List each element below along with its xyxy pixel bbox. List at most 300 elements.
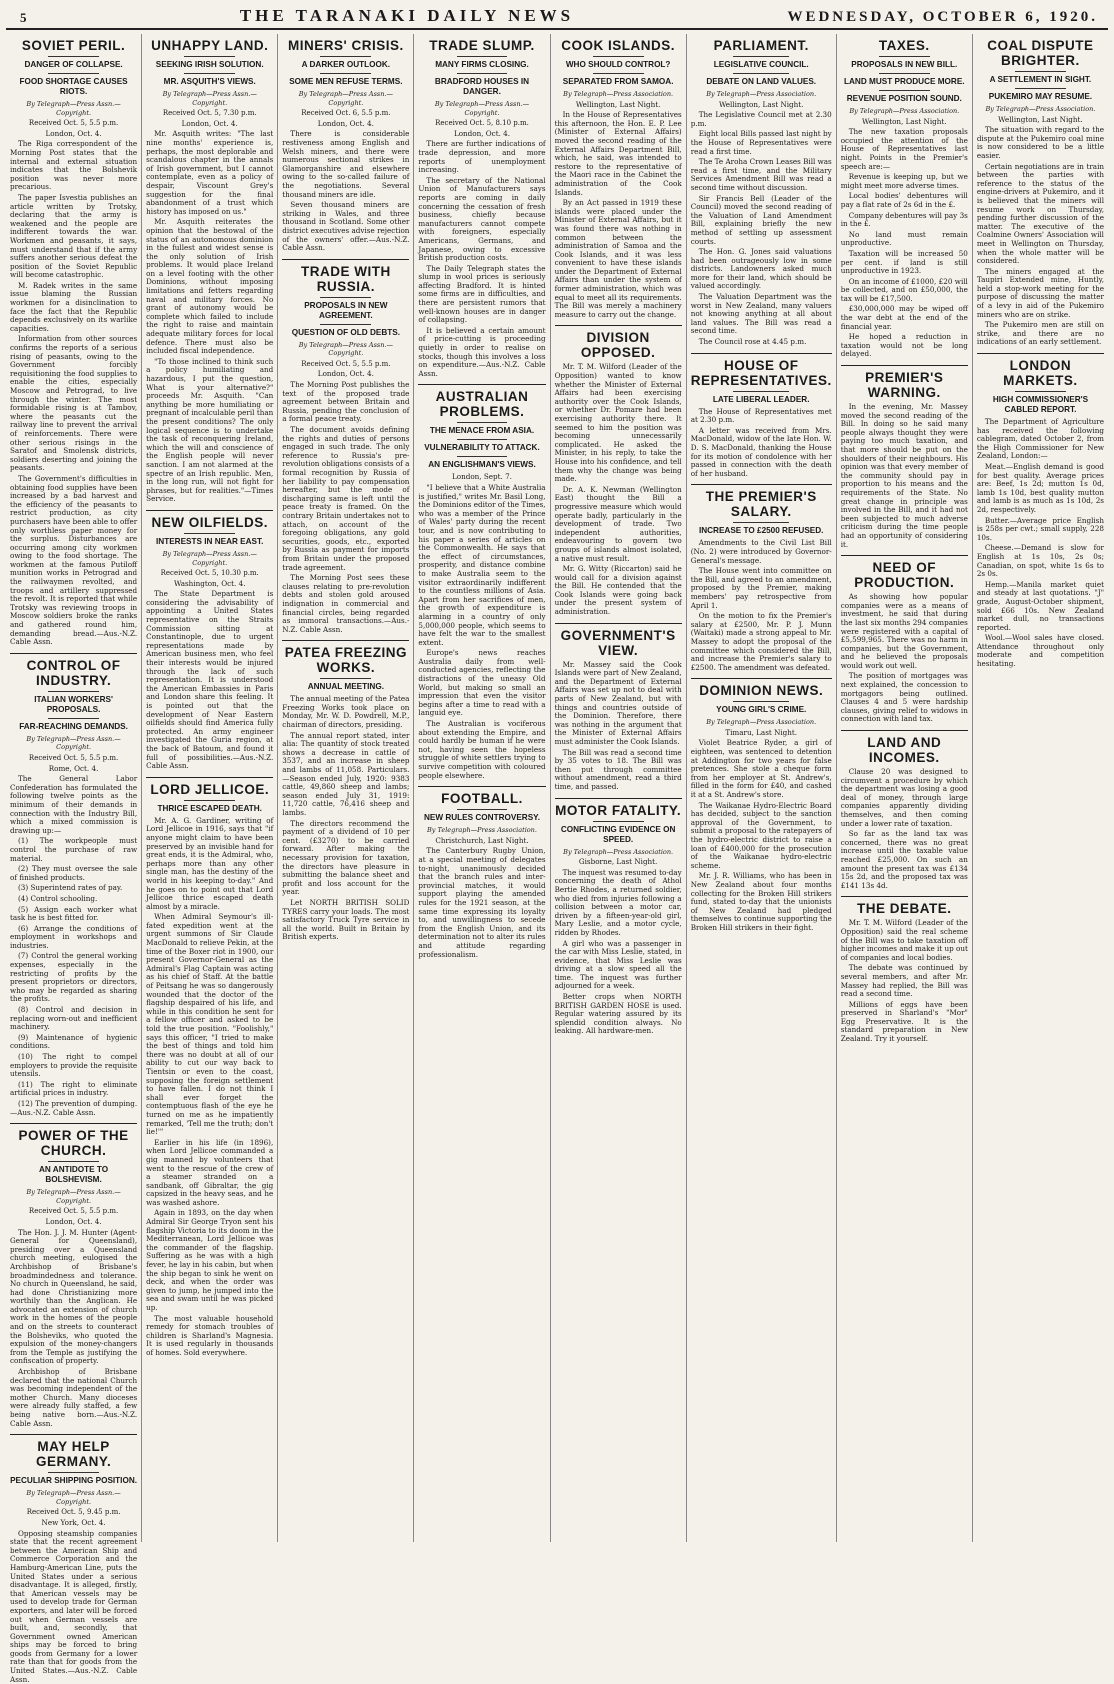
deck-rule [457, 422, 508, 423]
article-dateline: London, Oct. 4. [45, 128, 102, 138]
article-subheading: AN ANTIDOTE TO BOLSHEVISM. [39, 1165, 109, 1185]
article-subheading: DEBATE ON LAND VALUES. [706, 77, 817, 86]
article-subheading: WHO SHOULD CONTROL? [565, 60, 671, 69]
article [555, 325, 682, 616]
article-separator [841, 555, 968, 556]
deck-rule [593, 56, 644, 57]
article-dateline: Wellington, Last Night. [718, 99, 804, 109]
article-paragraph: (5) Assign each worker what task he is best fitted for. [10, 904, 138, 923]
column-4 [414, 34, 550, 1542]
article-headline: POWER OF THE CHURCH. [18, 1128, 129, 1159]
article-credit: By Telegraph—Press Assn.—Copyright. [162, 549, 257, 567]
article-paragraph: Violet Beatrice Ryder, a girl of eighteen, was sentenced to detention at Addington for two years for false pretences. She stole a cheque form from her employer at St. Andrew's, filled in the form for £40, and cashed it at a St. Andrew's store. [690, 738, 832, 800]
article-paragraph: Taxation will be increased 50 per cent. if land is still unproductive in 1923. [840, 248, 968, 276]
article-paragraph: Let NORTH BRITISH SOLID TYRES carry your loads. The most satisfactory Truck Tyre service in all the world. Built in Britain by British experts. [282, 897, 410, 942]
article-paragraph: The miners engaged at the Taupiri Extended mine, Huntly, held a stop-work meeting for the purpose of discussing the matter of a levy in aid of the Pukemiro miners who are on strike. [976, 266, 1104, 319]
article-credit: By Telegraph—Press Association. [985, 105, 1096, 113]
deck-rule [879, 56, 930, 57]
article [282, 640, 409, 942]
deck-rule [184, 533, 235, 534]
deck-rule [879, 90, 930, 91]
article-separator [691, 484, 832, 485]
article-separator [418, 384, 545, 385]
article-paragraph: On an income of £1000, £20 will be collected, and on £50,000, the tax will be £17,500. [840, 276, 968, 303]
article-credit: By Telegraph—Press Assn.—Copyright. [162, 90, 257, 107]
article-dateline: Timaru, Last Night. [725, 727, 798, 737]
article-separator [282, 259, 409, 260]
article-paragraph: Cheese.—Demand is slow for English at 1s 10s, 2s 0s; Canadian, on spot, white 1s 6s to 2s 0s. [976, 543, 1104, 579]
article-separator [691, 353, 832, 354]
masthead-page-number: 5 [20, 10, 27, 25]
article-separator [555, 798, 682, 799]
article-headline: MAY HELP GERMANY. [35, 1439, 112, 1470]
article-subheading: AN ENGLISHMAN'S VIEWS. [428, 460, 536, 470]
article-paragraph: In the House of Representatives this afternoon, the Hon. E. P. Lee (Minister of External Affairs) moved the second reading of the External Affairs Department Bill, which, he said, was intended to restore to the representative of the Maori race in the Cabinet the administration of the Cook Islands. [554, 110, 682, 197]
deck-rule [1015, 71, 1066, 72]
article-headline: CONTROL OF INDUSTRY. [26, 657, 121, 688]
article [841, 555, 968, 724]
article-paragraph: £30,000,000 may be wiped off the war debt at the end of the financial year. [840, 304, 968, 331]
deck-rule [879, 73, 930, 74]
article-paragraph: Company debentures will pay 3s in the £. [840, 210, 968, 229]
article-paragraph: The General Labor Confederation has formulated the following twelve points as the minimum of their demands in connection with the Industry Bill, which a mixed commission is drawing up:— [10, 774, 138, 835]
article-paragraph: (10) The right to compel employers to provide the requisite utensils. [10, 1052, 138, 1079]
article-headline: LORD JELLICOE. [150, 781, 270, 797]
article-credit: By Telegraph—Press Assn.—Copyright. [298, 90, 393, 107]
article-headline: GOVERNMENT'S VIEW. [560, 627, 676, 658]
article [10, 1434, 137, 1684]
deck-rule [1015, 391, 1066, 392]
article-headline: TRADE SLUMP. [429, 38, 535, 53]
article-headline: HOUSE OF REPRESENTATIVES. [690, 357, 832, 388]
article-paragraph: It is believed a certain amount of price-cutting is proceeding quietly in order to realise on stocks, though this involves a loss on expenditure.—Aus.-N.Z. Cable Assn. [418, 325, 546, 378]
deck-rule [320, 56, 371, 57]
article-paragraph: Better crops when NORTH BRITISH GARDEN HOSE is used. Regular watering assured by its splendid condition always. No leaking. All hardware-men. [554, 992, 682, 1036]
article-headline: SOVIET PERIL. [21, 38, 126, 53]
article-subheading: QUESTION OF OLD DEBTS. [291, 327, 400, 337]
article-subheading: INTERESTS IN NEAR EAST. [156, 536, 264, 546]
article-subheading: SEEKING IRISH SOLUTION. [155, 60, 264, 69]
article [841, 365, 968, 549]
article-paragraph: No land must remain unproductive. [840, 229, 968, 248]
article-paragraph: Eight local Bills passed last night by the House of Representatives were read a first time. [690, 129, 832, 156]
article-credit: By Telegraph—Press Association. [706, 718, 817, 727]
article-subheading: BRADFORD HOUSES IN DANGER. [434, 77, 530, 96]
article-paragraph: The directors recommend the payment of a dividend of 10 per cent. (£3270) to be carried forward. After making the necessary provision for taxation, the directors have pleasure in submitting the balance sheet and profit and loss account for the year. [282, 818, 410, 897]
article-paragraph: The debate was continued by several members, and after Mr. Massey had replied, the Bill was read a second time. [840, 963, 968, 999]
deck-rule [457, 73, 508, 74]
article-separator [146, 510, 273, 511]
article-paragraph: The Council rose at 4.45 p.m. [698, 337, 807, 347]
column-7 [837, 34, 973, 1542]
article-paragraph: Again in 1893, on the day when Admiral Sir George Tryon sent his flagship Victoria to its doom in the Mediterranean, Lord Jellicoe was the commander of the flagship. Suffering as he was with a high fever, he lay in his cabin, but when the ship began to sink he went on deck, and when the order was given to jump, he jumped into the sea and swam until he was picked up. [146, 1208, 274, 1312]
masthead-title: THE TARANAKI DAILY NEWS [239, 6, 575, 25]
article-subheading: LAND MUST PRODUCE MORE. [844, 77, 965, 86]
article-subheading: YOUNG GIRL'S CRIME. [716, 705, 807, 715]
article-separator [282, 640, 409, 641]
article-dateline: Rome, Oct. 4. [48, 763, 99, 773]
article-paragraph: (11) The right to eliminate artificial prices in industry. [10, 1079, 138, 1098]
article-headline: PARLIAMENT. [713, 38, 809, 53]
deck-rule [48, 73, 99, 74]
article-subheading: PUKEMIRO MAY RESUME. [988, 92, 1093, 101]
article-paragraph: The annual report stated, inter alia: The quantity of stock treated shows a decrease in cattle of 3537, and an increase in sheep and lambs of 11,058. Particulars.—Season ended July, 1920: 9383 cattle, 49,860 sheep and lambs; season ended July 31, 1919: 11,720 cattle, 76,416 sheep and lambs. [282, 730, 410, 817]
article-dateline: Christchurch, Last Night. [435, 835, 529, 845]
article-subheading: THE MENACE FROM ASIA. [429, 426, 535, 436]
article-separator [977, 353, 1104, 354]
article-headline: COAL DISPUTE BRIGHTER. [987, 38, 1094, 68]
column-6 [687, 34, 837, 1542]
article-separator [10, 653, 137, 654]
article-subheading: INCREASE TO £2500 REFUSED. [698, 526, 824, 536]
article [146, 38, 273, 504]
article-paragraph: The new taxation proposals occupied the attention of the House of Representatives last night. Points in the Premier's speech are:— [840, 127, 968, 171]
article-credit: By Telegraph—Press Assn.—Copyright. [26, 1188, 121, 1205]
article-headline: THE DEBATE. [857, 901, 952, 917]
article [555, 623, 682, 792]
article-dateline: Wellington, Last Night. [575, 99, 661, 109]
article-paragraph: There is considerable restiveness among English and Welsh miners, and there were numerous sectional strikes in Glamorganshire and elsewhere owing to the so-called failure of the negotiations. Several thousand miners are idle. [282, 129, 410, 199]
article-paragraph: When Admiral Seymour's ill-fated expedition went at the urgent summons of Sir Claude MacDonald to relieve Pekin, at the time of the Boxer riot in 1900, our present Governor-General as the Admiral's Flag Captain was acting as his chief of Staff. At the battle of Peitsang he was so dangerously wounded that the doctor of the flagship despaired of his life, and while in this condition he sent for a fellow officer and asked to be told the true position. "Foolishly," says this officer, "I tried to make the best of things and told him there was no doubt at all of our ability to cut our way back to Tientsin or even to the coast, supposing the foreign settlement to have fallen. I do not think I shall ever forget the contemptuous flash of the eye he turned on me as he impatiently remarked, 'Tell me the truth; don't lie!'" [146, 912, 274, 1137]
deck-rule [1015, 88, 1066, 89]
article-paragraph: On the motion to fix the Premier's salary at £2500, Mr. P. J. Munn (Waitaki) made a strong appeal to Mr. Massey to adopt the proposal of the committee which considered the Bill, and increase the Premier's salary to £2500. The amendment was defeated. [690, 611, 832, 672]
article-dateline: Wellington, Last Night. [998, 114, 1083, 124]
article-dateline: London, Oct. 4. [45, 1216, 102, 1226]
column-5 [551, 34, 687, 1542]
article-separator [555, 325, 682, 326]
article-separator [841, 365, 968, 366]
article-paragraph: (4) Control schooling. [18, 893, 98, 903]
article-paragraph: The situation with regard to the dispute at the Pukemiro coal mine is now considered to be a little easier. [976, 125, 1104, 160]
article-headline: DIVISION OPPOSED. [580, 330, 656, 361]
article-paragraph: The Canterbury Rugby Union, at a special meeting of delegates to-night, unanimously decided that the branch rules and inter-provincial matches, it would support playing the amended rules for the 1921 season, at the same time expressing its loyalty to, and unwillingness to secede from the English Union, and its determination not to alter its rules and attitude regarding professionalism. [418, 846, 546, 959]
article-dateline: London, Sept. 7. [452, 472, 512, 482]
article [418, 786, 545, 959]
article-paragraph: The Morning Post sees these clauses relating to pre-revolution debts and stolen gold aroused indignation in commercial and financial circles, being regarded as immoral transactions.—Aus.-N.Z. Cable Assn. [282, 573, 410, 634]
article-separator [555, 623, 682, 624]
article-paragraph: Seven thousand miners are striking in Wales, and three thousand in Scotland. Some other district executives advise rejection of the owners' offer.—Aus.-N.Z. Cable Assn. [282, 200, 410, 253]
article-headline: NEED OF PRODUCTION. [854, 560, 955, 591]
article-paragraph: The Riga correspondent of the Morning Post states that the internal and external situation indicates that the Bolshevik position was never more precarious. [10, 139, 138, 192]
article [555, 798, 682, 1036]
article-separator [691, 678, 832, 679]
article-paragraph: As showing how popular companies were as a means of investment, he said that during the last six months 294 companies were registered with a capital of £5,599,965. There was no harm in companies, but the Government, and he believed the proposals would work out well. [840, 592, 968, 670]
article [691, 353, 832, 479]
article-separator [841, 730, 968, 731]
received-time: Received Oct. 5, 5.5 p.m. [28, 1207, 119, 1216]
received-time: Received Oct. 5, 5.5 p.m. [28, 754, 119, 762]
article-paragraph: Mr. A. G. Gardiner, writing of Lord Jellicoe in 1916, says that "if anyone might claim to have been preserved by an invisible hand for great ends, it is the Admiral, who, perhaps more than any other single man, has the destiny of the world in his keeping to-day." And he goes on to point out that Lord Jellicoe thrice escaped death almost by a miracle. [146, 815, 274, 911]
article-paragraph: Mr. Massey said the Cook Islands were part of New Zealand, and the Department of External Affairs was set up not to deal with parts of New Zealand, but with things and countries outside of the Dominion. Therefore, there was nothing in the argument that the Minister of External Affairs must administer the Cook Islands. [554, 659, 682, 746]
article-paragraph: (3) Superintend rates of pay. [18, 883, 123, 893]
received-time: Received Oct. 5, 5.5 p.m. [28, 119, 119, 128]
article-paragraph: The most valuable household remedy for stomach troubles of children is Sharland's Magnesia. It is used regularly in thousands of homes. Sold everywhere. [146, 1313, 274, 1357]
article-subheading: CONFLICTING EVIDENCE ON SPEED. [560, 824, 676, 844]
article-paragraph: Amendments to the Civil List Bill (No. 2) were introduced by Governor-General's message. [690, 538, 832, 565]
article-headline: FOOTBALL. [441, 791, 523, 807]
article-paragraph: (9) Maintenance of hygienic conditions. [10, 1032, 138, 1051]
article-headline: MOTOR FATALITY. [555, 802, 682, 818]
deck-rule [593, 73, 644, 74]
article-paragraph: The Waikanae Hydro-Electric Board has decided, subject to the sanction approval of the Government, to submit a proposal to the ratepayers of the hydro-electric district to raise a loan of £400,000 for the prosecution of the Waikanae hydro-electric scheme. [690, 800, 832, 870]
article [555, 38, 682, 319]
article-credit: By Telegraph—Press Association. [427, 826, 537, 835]
deck-rule [48, 718, 99, 719]
article-paragraph: (12) The prevention of dumping.—Aus.-N.Z. Cable Assn. [10, 1098, 138, 1117]
column-3 [278, 34, 414, 1542]
deck-rule [733, 391, 789, 392]
received-time: Received Oct. 5, 5.5 p.m. [301, 359, 391, 368]
article-paragraph: A letter was received from Mrs. MacDonald, widow of the late Hon. W. D. S. MacDonald, thanking the House for its motion of condolence with her passed in connection with the death of her husband. [690, 425, 832, 478]
article [841, 38, 968, 359]
deck-rule [48, 1472, 99, 1473]
column-1 [6, 34, 142, 1684]
column-8 [973, 34, 1108, 1542]
article-paragraph: Mr. J. R. Williams, who has been in New Zealand about four months collecting for the Broken Hill strikers fund, stated to-day that the unionists of New Zealand had pledged themselves to continue supporting the Broken Hill strikers in their fight. [690, 871, 832, 932]
deck-rule [48, 1161, 99, 1162]
deck-rule [184, 56, 235, 57]
article-headline: THE PREMIER'S SALARY. [705, 489, 817, 520]
deck-rule [457, 809, 508, 810]
article-dateline: London, Oct. 4. [317, 118, 374, 128]
deck-rule [733, 56, 789, 57]
article-headline: DOMINION NEWS. [699, 683, 824, 699]
article-paragraph: Mr. G. Witty (Riccarton) said he would call for a division against the Bill. He contended that the Cook Islands were going back under the present system of administration. [554, 564, 682, 617]
article-subheading: SOME MEN REFUSE TERMS. [289, 77, 403, 86]
article-subheading: A DARKER OUTLOOK. [301, 60, 391, 69]
article-subheading: LATE LIBERAL LEADER. [712, 394, 810, 404]
deck-rule [457, 56, 508, 57]
article-paragraph: The Te Aroha Crown Leases Bill was read a first time, and the Military Services Amendment Bill was read a second time without discussion. [690, 157, 832, 192]
masthead-date: WEDNESDAY, OCTOBER 6, 1920. [787, 9, 1098, 25]
article-subheading: PECULIAR SHIPPING POSITION. [10, 1476, 138, 1486]
article [418, 384, 545, 780]
deck-rule [320, 678, 371, 679]
article-paragraph: The House of Representatives met at 2.30 p.m. [690, 406, 832, 425]
columns [6, 34, 1108, 1684]
article-paragraph: The Government's difficulties in obtaining food supplies have been increased by a bad harvest and the efficiency of the peasants to restrict production, as city purchasers have been able to offer only worthless paper money for the surplus. Disturbances are occurring among city workmen owing to the food shortage. The workmen at the famous Putiloff munition works in Petrograd and the railwaymen revolted, and troops and artillery suppressed the revolt. It is reported that while Trotsky was reviewing troops in Moscow soldiers broke the ranks and gathered round him, demanding bread.—Aus.-N.Z. Cable Assn. [10, 473, 138, 647]
article-paragraph: The Pukemiro men are still on strike, and there are no indications of an early settlement. [976, 320, 1104, 347]
deck-rule [320, 73, 371, 74]
article [691, 484, 832, 672]
received-time: Received Oct. 5, 10.30 p.m. [160, 569, 259, 578]
article [10, 653, 137, 1117]
article-subheading: HIGH COMMISSIONER'S CABLED REPORT. [992, 395, 1089, 415]
article-subheading: PROPOSALS IN NEW BILL. [851, 60, 958, 69]
article-paragraph: Butter.—Average price English is 258s per cwt.; small supply, 228 10s. [976, 515, 1104, 542]
article-dateline: London, Oct. 4. [453, 128, 511, 138]
article-paragraph: The Hon. J. J. M. Hunter (Agent-General for Queensland), presiding over a Queensland church meeting, eulogised the Archbishop of Brisbane's broadmindedness and tolerance. No church in Queensland, he said, had done Christianizing more worthily than the Anglican. He advocated an extension of church work in the homes of the people and on the streets to counteract the Bolsheviks, who quoted the expulsion of the money-changers from the Temple as justifying the confiscation of property. [10, 1227, 138, 1366]
article-paragraph: The annual meeting of the Patea Freezing Works took place on Monday, Mr. W. D. Powdrell, M.P., chairman of directors, presiding. [282, 694, 410, 730]
article-dateline: Wellington, Last Night. [862, 116, 947, 126]
article-credit: By Telegraph—Press Assn.—Copyright. [26, 734, 121, 752]
article [977, 38, 1104, 347]
masthead [6, 4, 1108, 30]
article-credit: By Telegraph—Press Assn.—Copyright. [26, 100, 121, 117]
article-paragraph: The Department of Agriculture has received the following cablegram, dated October 2, from the High Commissioner for New Zealand, London:— [976, 417, 1104, 461]
article-paragraph: Local bodies' debentures will pay a flat rate of 2s 6d in the £. [840, 191, 968, 209]
article-subheading: LEGISLATIVE COUNCIL. [713, 60, 809, 69]
article-paragraph: The Australian is vociferous about extending the Empire, and could hardly be human if he were not, having seen the hopeless struggle of white settlers trying to survive competition with coloured people elsewhere. [418, 719, 546, 780]
received-time: Received Oct. 6, 5.5 p.m. [301, 109, 391, 118]
article [146, 777, 273, 1358]
article-subheading: NEW RULES CONTROVERSY. [423, 813, 540, 823]
article [418, 38, 545, 378]
article-headline: AUSTRALIAN PROBLEMS. [435, 389, 529, 420]
article-paragraph: M. Radek writes in the same issue blaming the Russian workmen for a disinclination to face the fact that the Republic depends exclusively on its warlike capacities. [10, 280, 138, 333]
article-subheading: MR. ASQUITH'S VIEWS. [163, 77, 256, 86]
article-separator [418, 786, 545, 787]
article-paragraph: Information from other sources confirms the reports of a serious rising of peasants, owing to the Government forcibly requisitioning the food supplies to enable the cities, especially Moscow and Petrograd, to live through the winter. The most formidable rising is at Tambov, where the peasants cut the railway line to prevent the arrival of reinforcements. There were other serious risings in the Saratof and Smolensk districts, soldiers deserting and joining the peasants. [10, 334, 138, 473]
article-paragraph: Revenue is keeping up, but we might meet more adverse times. [840, 172, 968, 190]
article-paragraph: The State Department is considering the advisability of appointing a United States representative on the Straits Commission sitting at Constantinople, due to urgent representations made by American business men, who feel their interests would be injured through the lack of such representation. It is understood the American Embassies in Paris and London share this feeling. It is pointed out that the development of Near Eastern oilfields should find America fully protected. An army engineer investigated the Guria region, at the back of Batoum, and found it full of possibilities.—Aus.-N.Z. Cable Assn. [146, 589, 274, 771]
article-paragraph: By an Act passed in 1919 these islands were placed under the Minister of External Affairs, but it was found there was nothing in common between the administration of Samoa and the Cook Islands, and it was less convenient to have these islands under the Department of External Affairs than under the system of former administration, which was equal to meet all its requirements. The Bill was merely a machinery measure to carry out the change. [554, 198, 682, 319]
deck-rule [48, 56, 99, 57]
article-credit: By Telegraph—Press Assn.—Copyright. [298, 340, 393, 358]
article-paragraph: There are further indications of trade depression, and more reports of unemployment increasing. [418, 139, 546, 175]
article [841, 730, 968, 890]
article-paragraph: Millions of eggs have been preserved in Sharland's "Mor" Egg Preservative. It is the standard preparation in New Zealand. Try it yourself. [840, 999, 968, 1044]
article-separator [10, 1434, 137, 1435]
article-paragraph: (8) Control and decision in replacing worn-out and inefficient machinery. [10, 1005, 138, 1032]
article-paragraph: He hoped a reduction in taxation would not be long delayed. [840, 332, 968, 359]
deck-rule [184, 73, 235, 74]
article-headline: COOK ISLANDS. [561, 38, 676, 53]
deck-rule [184, 800, 235, 801]
article-subheading: MANY FIRMS CLOSING. [435, 60, 529, 69]
article-paragraph: In the evening, Mr. Massey moved the second reading of the Bill. In doing so he said many people always thought they were paying too much taxation, and that more should be put on the shoulders of their neighbours. His opinion was that every member of the community should pay in proportion to his means and the requirements of the State. No great change in principle was involved in the Bill, and it had not been subjected to much adverse criticism during the time people had an opportunity of considering it. [840, 402, 968, 549]
article-paragraph: Sir Francis Bell (Leader of the Council) moved the second reading of the Valuation of Land Amendment Bill, explaining briefly the new method of settling up assessment courts. [690, 193, 832, 246]
article-paragraph: (1) The workpeople must control the purchase of raw material. [10, 836, 138, 863]
article-paragraph: The Daily Telegraph states the slump in wool prices is seriously affecting Bradford. It is hinted some firms are in difficulties, and there are persistent rumors that well-known houses are in danger of collapsing. [418, 263, 546, 325]
article-paragraph: (7) Control the general working expenses, especially in the restricting of profits by the present proprietors or directors, who may be regarded as sharing the profits. [10, 951, 138, 1004]
article-credit: By Telegraph—Press Association. [563, 90, 674, 98]
article-paragraph: Mr. T. M. Wilford (Leader of the Opposition) said the real scheme of the Bill was to take taxation off higher incomes and make it up out of companies and local bodies. [840, 918, 968, 962]
deck-rule [320, 297, 371, 298]
article-paragraph: (6) Arrange the conditions of employment in workshops and industries. [10, 923, 138, 950]
article-paragraph: The Valuation Department was the worst in New Zealand, many valuers not knowing anything at all about land values. The Bill was read a second time. [690, 292, 832, 336]
article [10, 1123, 137, 1428]
article-paragraph: The Morning Post publishes the text of the proposed trade agreement between Britain and Russia, pending the conclusion of a formal peace treaty. [282, 380, 410, 424]
article-paragraph: The inquest was resumed to-day concerning the death of Athol Bertie Rhodes, a returned soldier, who died from injuries following a collision between a motor car, driven by a fifteen-year-old girl, Mary Leslie, and a motor cycle, ridden by Rhodes. [554, 867, 682, 937]
article-headline: UNHAPPY LAND. [151, 38, 269, 53]
deck-rule [733, 73, 789, 74]
article-subheading: FAR-REACHING DEMANDS. [19, 721, 128, 731]
article-paragraph: Hemp.—Manila market quiet and steady at last quotations. "J" grade, August-October shipment, sold £66 10s. New Zealand market dull, no transactions reported. [976, 579, 1104, 632]
article-subheading: VULNERABILITY TO ATTACK. [424, 443, 540, 453]
article-dateline: London, Oct. 4. [181, 118, 238, 128]
deck-rule [593, 821, 644, 822]
article-paragraph: Dr. A. K. Newman (Wellington East) thought the Bill a progressive measure which would operate badly, particularly in the development of trade. Two independent authorities, endeavouring to govern two groups of islands almost isolated, a native must result. [554, 484, 682, 563]
article [841, 896, 968, 1043]
article-paragraph: Wool.—Wool sales have closed. Attendance throughout only moderate and competition hesitating. [976, 633, 1104, 669]
article-paragraph: Meat.—English demand is good for best quality. Average prices are: Beef, 1s 2d; mutton 1s 0d, lamb 1s 10d, best quality mutton and lamb is as much as 1s 10d, 2s 2d, respectively. [976, 462, 1104, 514]
article-headline: LAND AND INCOMES. [867, 735, 942, 766]
article-paragraph: The House went into committee on the Bill, and agreed to an amendment, proposed by the Premier, making members' pay retrospective from April 1. [690, 566, 832, 610]
article-headline: NEW OILFIELDS. [151, 514, 268, 530]
article-credit: By Telegraph—Press Association. [563, 847, 674, 856]
article-paragraph: "To those inclined to think such a policy humiliating and hazardous, I put the question, What is your alternative?" proceeds Mr. Asquith. "Can anything be more humiliating or pregnant of incalculable peril than the present conditions? The only logical sequence is to undertake the task of reconquering Ireland, which the will and conscience of the English people will never sanction. I am not alarmed at the spectre of an Irish republic. Men, in the long run, will not fight for phrases, but for realities."—Times Service. [146, 356, 274, 504]
received-time: Received Oct. 5, 7.30 p.m. [162, 109, 257, 118]
article-dateline: London, Oct. 4. [317, 369, 374, 379]
article-subheading: DANGER OF COLLAPSE. [24, 60, 123, 69]
article-paragraph: Opposing steamship companies state that the recent agreement between the American Ship and Commerce Corporation and the Hamburg-American Line, puts the United States under a serious disadvantage. It is alleged, firstly, that American vessels may be used to develop trade for German exporters, and later will be forced out when German vessels are built, and, secondly, that Government owned American ships may be forced to bring goods from Germany for a lower rate than that for goods from the United States.—Aus.-N.Z. Cable Assn. [10, 1528, 138, 1684]
article-paragraph: So far as the land tax was concerned, there was no great increase until the taxable value reached £25,000. On such an amount the present tax was £134 15s 2d, and the proposed tax was £141 13s 4d. [840, 829, 968, 890]
article-paragraph: A girl who was a passenger in the car with Miss Leslie, stated, in evidence, that Miss Leslie was driving at a slow speed all the time. The inquest was further adjourned for a week. [554, 938, 682, 991]
article-headline: MINERS' CRISIS. [287, 38, 404, 53]
article [10, 38, 137, 647]
article-paragraph: Europe's news reaches Australia daily from well-conducted agencies, reflecting the distractions of the uneasy Old World, but making so small an impression that even the visitor begins after a time to read with a languid eye. [418, 648, 546, 718]
article-paragraph: The Legislative Council met at 2.30 p.m. [690, 110, 832, 128]
article-paragraph: The Hon. G. Jones said valuations had been outrageously low in some districts. Landowners asked much more for their land, which should be valued accordingly. [690, 247, 832, 291]
article [977, 353, 1104, 669]
article-subheading: A SETTLEMENT IN SIGHT. [989, 75, 1092, 84]
article-paragraph: Archbishop of Brisbane declared that the national Church was becoming independent of the mother Church. Many dioceses were already fully staffed, a few being native born.—Aus.-N.Z. Cable Assn. [10, 1367, 138, 1428]
article-headline: PATEA FREEZING WORKS. [284, 645, 407, 676]
article-paragraph: "I believe that a White Australia is justified," writes Mr. Basil Long, the Dominions editor of the Times, who was a member of the Prince of Wales' party during the recent tour, and is now contributing to his paper a series of articles on the Commonwealth. He says that the effect of circumstances, prosperity, and distance combine to make Australia seem to the visitor extraordinarily indifferent to the countless millions of Asia. Apart from her sacrifices of men, the growth of expenditure is alarming in a country of only 5,000,000 people, which seems to have felt the war to the smallest extent. [418, 483, 546, 647]
article-paragraph: The document avoids defining the rights and duties of persons engaged in such trade. The only reference to Russia's pre-revolution obligations consists of a formal recognition by Russia of her liability to pay compensation hereafter, but the mode of discharging same is left until the peace treaty is framed. On the contrary Britain undertakes not to attach, on account of the foregoing obligations, any gold securities, goods, etc., exported by Russia as payment for imports from Britain under the proposed trade agreement. [282, 425, 410, 572]
deck-rule [733, 701, 789, 702]
article-paragraph: The paper Isvestia publishes an article written by Trotsky, declaring that the army is weakened and the people are indifferent towards the war. Workmen and peasants, it says, must understand that if the army suffers another serious defeat the position of the Soviet Republic will become catastrophic. [10, 192, 138, 280]
article-headline: TRADE WITH RUSSIA. [300, 263, 391, 294]
article-paragraph: The secretary of the National Union of Manufacturers says reports are coming in daily concerning the cessation of fresh business, chiefly because manufacturers cannot compete with foreigners, especially Americans, Germans, and Japanese, owing to excessive British production costs. [418, 175, 546, 263]
article-subheading: THRICE ESCAPED DEATH. [157, 803, 262, 813]
article-credit: By Telegraph—Press Assn.—Copyright. [434, 100, 530, 117]
article-paragraph: Certain negotiations are in train between the parties with reference to the status of the engine-drivers at Pukemiro, and it is believed that the miners will resume work on Thursday, pending further discussion of the matter. The executive of the Coalmine Owners' Association will meet in Wellington on Thursday, when the whole matter will be considered. [976, 161, 1104, 266]
article-dateline: New York, Oct. 4. [41, 1517, 106, 1527]
article [282, 38, 409, 253]
article [691, 38, 832, 347]
article-credit: By Telegraph—Press Association. [849, 107, 960, 115]
deck-rule [457, 439, 508, 440]
article-paragraph: Clause 20 was designed to circumvent a procedure by which the department was losing a good deal of money, through large companies apparently dividing themselves, and then coming under a lower rate of taxation. [840, 767, 968, 828]
article-headline: TAXES. [878, 38, 930, 53]
deck-rule [48, 691, 99, 692]
article-subheading: ANNUAL MEETING. [307, 682, 384, 692]
deck-rule [457, 456, 508, 457]
article [146, 510, 273, 771]
article-credit: By Telegraph—Press Association. [706, 90, 817, 98]
article-dateline: Washington, Oct. 4. [173, 578, 246, 588]
article-subheading: ITALIAN WORKERS' PROPOSALS. [34, 694, 113, 714]
article-subheading: SEPARATED FROM SAMOA. [562, 77, 674, 86]
article [691, 678, 832, 932]
article-separator [841, 896, 968, 897]
article-credit: By Telegraph—Press Assn.—Copyright. [26, 1489, 121, 1506]
article-paragraph: Earlier in his life (in 1896), when Lord Jellicoe commanded a gig manned by volunteers that went to the rescue of the crew of a steamer stranded on a sandbank, off Gibraltar, the gig capsized in the heavy seas, and he was washed ashore. [146, 1137, 274, 1207]
article-paragraph: (2) They must oversee the sale of finished products. [10, 864, 138, 882]
article-headline: LONDON MARKETS. [1003, 358, 1078, 389]
received-time: Received Oct. 5, 9.45 p.m. [26, 1508, 121, 1517]
column-2 [142, 34, 278, 1542]
article-subheading: FOOD SHORTAGE CAUSES RIOTS. [19, 77, 128, 96]
article-paragraph: Mr. Asquith reiterates the opinion that the bestowal of the status of an autonomous dominion in the fullest and widest sense is the only solution of Irish problems. It would place Ireland on a level footing with the other Dominions, without imposing limitations and fetters regarding naval and military forces. No grant of autonomy would be complete which failed to include the right to raise and maintain adequate military forces for local defence. There must also be included fiscal independence. [146, 217, 274, 356]
article [282, 259, 409, 635]
article-dateline: Gisborne, Last Night. [578, 857, 658, 867]
article-subheading: REVENUE POSITION SOUND. [846, 94, 962, 103]
article-paragraph: Mr. Asquith writes: "The last nine months' experience is, perhaps, the most deplorable and scandalous chapter in the annals of Irish government, but I cannot contemplate, even as a policy of despair, Viscount Grey's suggestion for the final abandonment of a trust which history has imposed on us." [146, 129, 274, 216]
article-paragraph: The Bill was read a second time by 35 votes to 18. The Bill was then put through committee without amendment, read a third time, and passed. [554, 747, 682, 791]
article-subheading: PROPOSALS IN NEW AGREEMENT. [304, 300, 388, 320]
deck-rule [733, 522, 789, 523]
received-time: Received Oct. 5, 8.10 p.m. [435, 119, 529, 128]
deck-rule [320, 324, 371, 325]
article-headline: PREMIER'S WARNING. [865, 370, 944, 401]
article-paragraph: The position of mortgages was next explained, the concession to mortgagors being outlined. Clauses 4 and 5 were hardship clauses, giving relief to widows in connection with land tax. [840, 671, 968, 724]
article-separator [146, 777, 273, 778]
article-paragraph: Mr. T. M. Wilford (Leader of the Opposition) wanted to know whether the Minister of External Affairs had been exercising authority over the Cook Islands, or whether Dr. Pomare had been exercising authority there. It seemed to him the position was becoming unnecessarily complicated. He asked the Minister, in his reply, to take the House into his confidence, and tell them why the change was being made. [554, 362, 682, 484]
article-separator [10, 1123, 137, 1124]
